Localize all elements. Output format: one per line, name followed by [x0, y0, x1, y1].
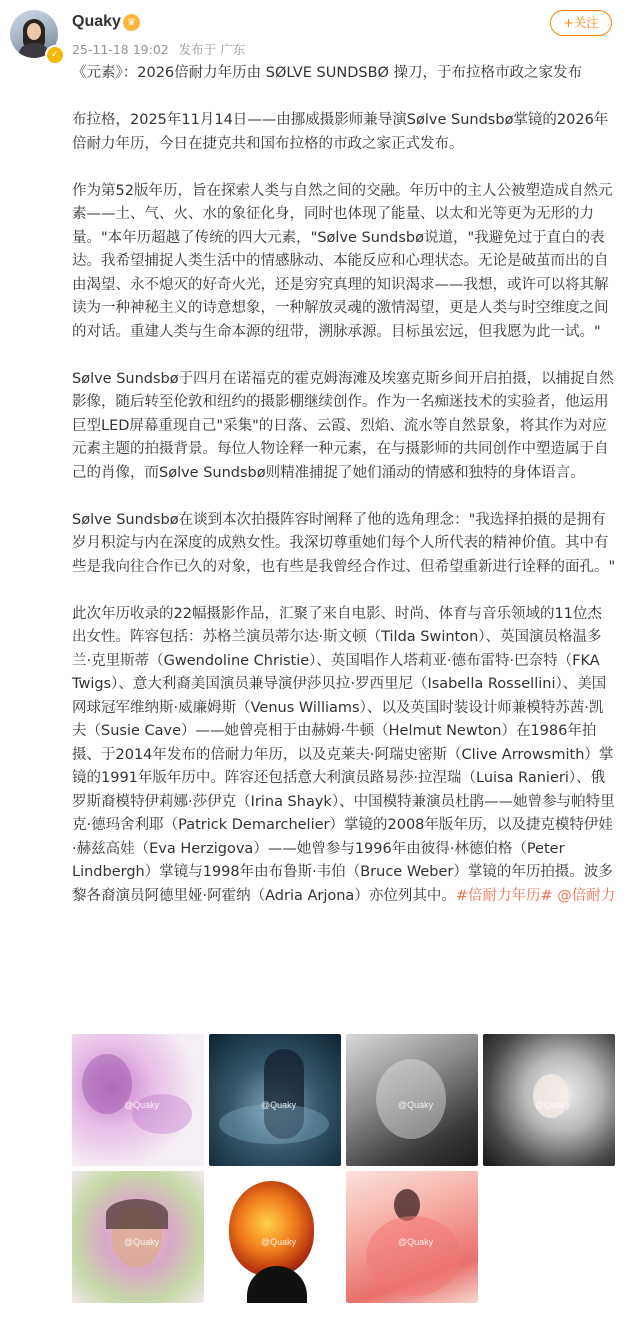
watermark: @Quaky: [261, 1237, 297, 1247]
verified-badge-icon: ✓: [45, 45, 65, 65]
post-meta: [72, 40, 251, 58]
watermark: @Quaky: [398, 1237, 434, 1247]
watermark: @Quaky: [124, 1237, 160, 1247]
member-crown-icon[interactable]: ♛: [123, 14, 140, 31]
watermark: @Quaky: [398, 1100, 434, 1110]
post-paragraph-text: 此次年历收录的22幅摄影作品，汇聚了来自电影、时尚、体育与音乐领域的11位杰出女性。阵容包括：苏格兰演员蒂尔达·斯文顿（Tilda Swinton）、英国演员格温多兰·克里斯蒂（Gwendoline Christie）、英国唱作人塔莉亚·德布雷特·巴奈特（FKA Twigs）、意大利裔美国演员兼导演伊莎贝拉·罗西里尼（Isabella Rossellini）、美国网球冠军维纳斯·威廉姆斯（Venus Williams）、以及英国时装设计师兼模特苏茜·凯夫（Susie Cave）——她曾亮相于由赫姆·牛顿（Helmut Newton）在1986年拍摄、于2014年发布的倍耐力年历，以及克莱夫·阿瑞史密斯（Clive Arrowsmith）掌镜的1991年版年历中。阵容还包括意大利演员路易莎·拉涅瑞（Luisa Ranieri）、俄罗斯裔模特伊莉娜·莎伊克（Irina Shayk）、中国模特兼演员杜鹃——她曾参与帕特里克·德玛舍利耶（Patrick Demarchelier）掌镜的2008年版年历，以及捷克模特伊娃·赫兹高娃（Eva Herzigova）——她曾参与1996年由彼得·林德伯格（Peter Lindbergh）掌镜与1998年由布鲁斯·韦伯（Bruce Weber）掌镜的年历拍摄。波多黎各裔演员阿德里娅·阿霍纳（Adria Arjona）亦位列其中。: [72, 605, 615, 904]
username[interactable]: Quaky: [72, 13, 121, 30]
watermark: @Quaky: [535, 1100, 571, 1110]
photo-thumbnail-5[interactable]: [72, 1171, 204, 1303]
photo-thumbnail-2[interactable]: [209, 1034, 341, 1166]
post-paragraph: Sølve Sundsbø在谈到本次拍摄阵容时阐释了他的选角理念："我选择拍摄的是拥有岁月积淀与内在深度的成熟女性。我深切尊重她们每个人所代表的精神价值。其中有些是我向往合作已久的对象，也有些是我曾经合作过、但希望重新进行诠释的面孔。": [72, 511, 616, 575]
follow-button[interactable]: +关注: [550, 10, 612, 36]
photo-thumbnail-1[interactable]: [72, 1034, 204, 1166]
hashtag-link[interactable]: #倍耐力年历#: [455, 887, 553, 904]
post-paragraph: Sølve Sundsbø于四月在诺福克的霍克姆海滩及埃塞克斯乡间开启拍摄，以捕捉自然影像，随后转至伦敦和纽约的摄影棚继续创作。作为一名痴迷技术的实验者，他运用巨型LED屏幕重现自己"采集"的日落、云霞、烈焰、流水等自然景象，将其作为对应元素主题的拍摄背景。每位人物诠释一种元素，在与摄影师的共同创作中塑造属于自己的肖像，而Sølve Sundsbø则精准捕捉了她们涌动的情感和独特的身体语言。: [72, 370, 614, 481]
photo-thumbnail-3[interactable]: [346, 1034, 478, 1166]
photo-thumbnail-7[interactable]: [346, 1171, 478, 1303]
photo-thumbnail-4[interactable]: [483, 1034, 615, 1166]
image-grid: [72, 1034, 618, 1300]
photo-thumbnail-6[interactable]: [209, 1171, 341, 1303]
post-paragraph-last: [72, 603, 616, 909]
post-paragraph: 布拉格，2025年11月14日——由挪威摄影师兼导演Sølve Sundsbø掌镜的2026年倍耐力年历，今日在捷克共和国布拉格的市政之家正式发布。: [72, 112, 609, 152]
avatar[interactable]: [10, 10, 62, 62]
watermark: @Quaky: [261, 1100, 297, 1110]
watermark: @Quaky: [124, 1100, 160, 1110]
post-date[interactable]: 25-11-18 19:02: [72, 42, 169, 57]
post-content: [72, 62, 616, 932]
mention-link[interactable]: @倍耐力: [557, 887, 616, 904]
post-paragraph: 作为第52版年历，旨在探索人类与自然之间的交融。年历中的主人公被塑造成自然元素——土、气、火、水的象征化身，同时也体现了能量、以太和光等更为无形的力量。"本年历超越了传统的四大元素，"Sølve Sundsbø说道，"我避免过于直白的表达。我希望捕捉人类生活中的情感脉动、本能反应和心理状态。无论是破茧而出的自由渴望、永不熄灭的好奇火光，还是穷究真理的知识渴求——我想，或许可以将其解读为一种神秘主义的诗意想象，一种解放灵魂的激情渴望，更是人类与时空维度之间的对话。重建人类与生命本源的纽带，溯脉承源。目标虽宏远，但我愿为此一试。": [72, 182, 613, 340]
post-location: 发布于 广东: [178, 42, 246, 57]
post-paragraph: 《元素》：2026倍耐力年历由 SØLVE SUNDSBØ 操刀，于布拉格市政之家发布: [72, 65, 583, 81]
